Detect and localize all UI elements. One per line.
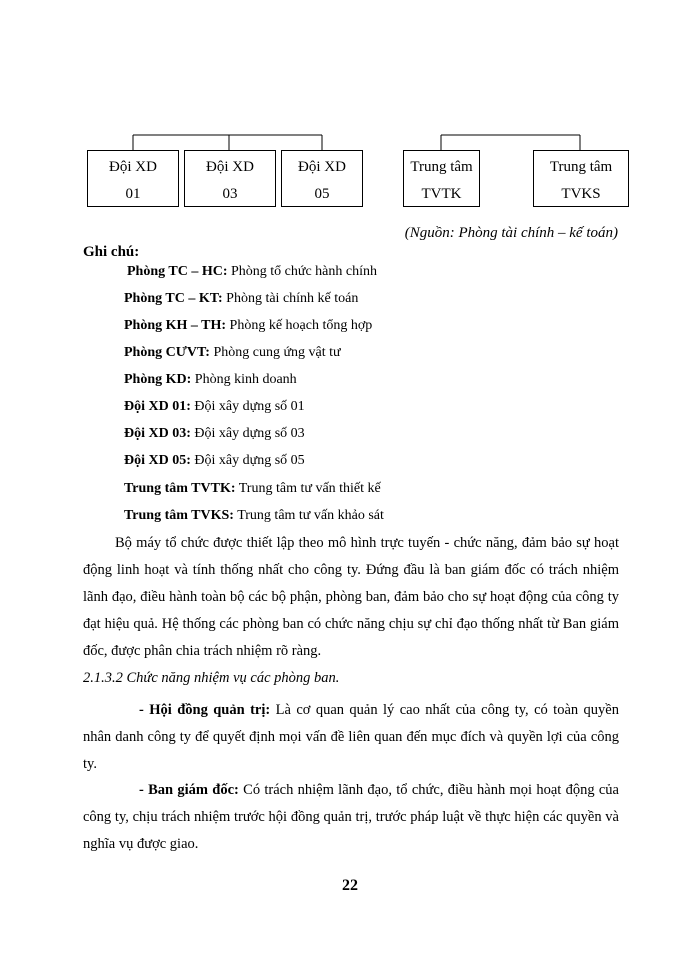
org-box-doi-xd-01 bbox=[87, 150, 179, 207]
note-key: Trung tâm TVKS: bbox=[124, 508, 234, 523]
note-value: Đội xây dựng số 01 bbox=[194, 399, 305, 414]
note-key: Phòng KH – TH: bbox=[124, 318, 227, 333]
note-item bbox=[124, 508, 384, 524]
note-key: Đội XD 03: bbox=[124, 426, 191, 441]
notes-title: Ghi chú: bbox=[83, 244, 140, 260]
org-box-line2: TVTK bbox=[421, 186, 462, 202]
body-paragraph-2 bbox=[83, 697, 619, 778]
paragraph-text: Có trách nhiệm lãnh đạo, tổ chức, điều hành mọi hoạt động của công ty, chịu trách nhiệm trước hội đồng quản trị, trước pháp luật về thực hiện các quyền và nghĩa vụ được giao. bbox=[83, 782, 619, 852]
org-box-line2: 01 bbox=[125, 186, 141, 202]
page-number: 22 bbox=[342, 877, 358, 894]
note-key: Phòng CƯVT: bbox=[124, 345, 210, 360]
note-value: Phòng tổ chức hành chính bbox=[230, 264, 377, 279]
note-value: Trung tâm tư vấn khảo sát bbox=[237, 508, 384, 523]
note-key: Đội XD 05: bbox=[124, 453, 191, 468]
note-item bbox=[124, 481, 381, 497]
paragraph-text: Là cơ quan quản lý cao nhất của công ty, có toàn quyền nhân danh công ty để quyết định mọi vấn đề liên quan đến mục đích và quyền lợi của công ty. bbox=[83, 702, 619, 772]
body-paragraph-1 bbox=[83, 530, 619, 665]
org-box-line1: Đội XD bbox=[109, 159, 157, 175]
org-box-line1: Trung tâm bbox=[549, 159, 613, 175]
note-value: Trung tâm tư vấn thiết kế bbox=[238, 481, 381, 496]
note-key: Phòng TC – HC: bbox=[127, 264, 228, 279]
note-value: Đội xây dựng số 03 bbox=[194, 426, 305, 441]
org-box-doi-xd-05 bbox=[281, 150, 363, 207]
note-value: Đội xây dựng số 05 bbox=[194, 453, 305, 468]
note-item bbox=[124, 372, 297, 388]
org-box-trung-tam-tvks bbox=[533, 150, 629, 207]
note-key: Phòng KD: bbox=[124, 372, 192, 387]
org-box-line2: 05 bbox=[314, 186, 330, 202]
paragraph-lead: - Ban giám đốc: bbox=[139, 782, 239, 798]
note-item bbox=[124, 426, 305, 442]
org-box-doi-xd-03 bbox=[184, 150, 276, 207]
note-key: Phòng TC – KT: bbox=[124, 291, 223, 306]
note-item bbox=[124, 318, 372, 334]
note-item bbox=[124, 345, 341, 361]
note-value: Phòng kinh doanh bbox=[194, 372, 297, 387]
note-item bbox=[124, 453, 305, 469]
note-item bbox=[127, 264, 377, 280]
section-heading: 2.1.3.2 Chức năng nhiệm vụ các phòng ban. bbox=[83, 670, 340, 686]
org-box-trung-tam-tvtk bbox=[403, 150, 480, 207]
note-item bbox=[124, 291, 358, 307]
org-box-line2: TVKS bbox=[561, 186, 601, 202]
paragraph-text: Bộ máy tổ chức được thiết lập theo mô hình trực tuyến - chức năng, đảm bảo sự hoạt động linh hoạt và tính thống nhất cho công ty. Đứng đầu là ban giám đốc có trách nhiệm lãnh đạo, điều hành toàn bộ các bộ phận, phòng ban, đảm bảo cho sự hoạt động của công ty đạt hiệu quả. Hệ thống các phòng ban có chức năng chịu sự chỉ đạo thống nhất từ Ban giám đốc, được phân chia trách nhiệm rõ ràng. bbox=[83, 535, 619, 659]
note-value: Phòng cung ứng vật tư bbox=[213, 345, 341, 360]
org-box-line1: Đội XD bbox=[206, 159, 254, 175]
note-value: Phòng kế hoạch tổng hợp bbox=[229, 318, 373, 333]
paragraph-lead: - Hội đồng quản trị: bbox=[139, 702, 271, 718]
body-paragraph-3 bbox=[83, 777, 619, 858]
org-box-line1: Đội XD bbox=[298, 159, 346, 175]
org-box-line2: 03 bbox=[222, 186, 238, 202]
note-value: Phòng tài chính kế toán bbox=[226, 291, 359, 306]
note-key: Đội XD 01: bbox=[124, 399, 191, 414]
org-box-line1: Trung tâm bbox=[410, 159, 473, 175]
note-item bbox=[124, 399, 305, 415]
note-key: Trung tâm TVTK: bbox=[124, 481, 236, 496]
source-note: (Nguồn: Phòng tài chính – kế toán) bbox=[404, 225, 618, 241]
